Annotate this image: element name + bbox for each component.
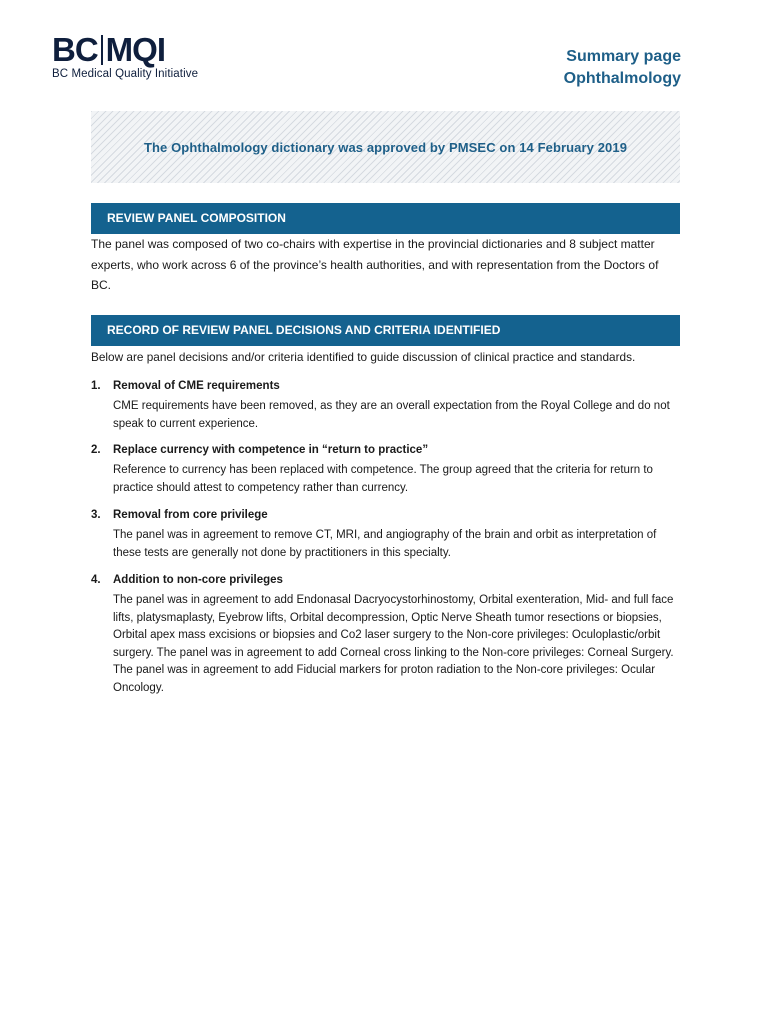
item-number: 3. [91,509,101,521]
bcmqi-logo [52,31,222,80]
page-title-block [564,46,681,90]
approval-banner [91,111,680,183]
logo-divider [101,35,103,65]
decision-item-3 [91,507,681,562]
item-body: The panel was in agreement to add Endonasal Dacryocystorhinostomy, Orbital exenteration, Mid- and full face lifts, platysmaplasty, Eyebrow lifts, Orbital decompression, Optic Nerve Sheath tumor resections or biopsies, Orbital apex mass excisions or biopsies and Co2 laser surgery to the Non-core privileges: Oculoplastic/orbit surgery. The panel was in agreement to add Corneal cross linking to the Non-core privileges: Corneal Surgery. The panel was in agreement to add Fiducial markers for proton radiation to the Non-core privileges: Ocular Oncology. [113,594,674,694]
decision-item-1 [91,378,681,433]
logo-subtitle: BC Medical Quality Initiative [52,68,199,80]
specialty-label: Ophthalmology [563,70,681,87]
item-number: 4. [91,574,101,586]
item-title: Replace currency with competence in “return to practice” [113,444,429,456]
item-title: Removal from core privilege [113,509,268,521]
panel-composition-text: The panel was composed of two co-chairs with expertise in the provincial dictionaries and 8 subject matter experts, who work across 6 of the province’s health authorities, and with representation from the Doctors of BC. [91,237,659,292]
item-body: The panel was in agreement to remove CT, MRI, and angiography of the brain and orbit as interpretation of these tests are generally not done by practitioners in this specialty. [113,529,657,559]
summary-page-label: Summary page [566,48,681,65]
logo-mark-bc: BC [52,31,98,68]
item-title: Addition to non-core privileges [113,574,283,586]
decision-item-2 [91,442,681,497]
section-header-decisions: RECORD OF REVIEW PANEL DECISIONS AND CRITERIA IDENTIFIED [91,315,680,346]
decision-item-4 [91,572,681,697]
logo-mark [52,31,222,68]
item-title: Removal of CME requirements [113,380,280,392]
item-number: 1. [91,380,101,392]
decisions-intro: Below are panel decisions and/or criteria identified to guide discussion of clinical practice and standards. [91,350,636,364]
item-body: Reference to currency has been replaced with competence. The group agreed that the criteria for return to practice should attest to competency rather than currency. [113,464,653,494]
logo-mark-mqi: MQI [105,31,165,68]
approval-text: The Ophthalmology dictionary was approved by PMSEC on 14 February 2019 [143,139,628,155]
item-number: 2. [91,444,101,456]
item-body: CME requirements have been removed, as they are an overall expectation from the Royal College and do not speak to current experience. [113,400,670,430]
section-header-panel-composition: REVIEW PANEL COMPOSITION [91,203,680,234]
